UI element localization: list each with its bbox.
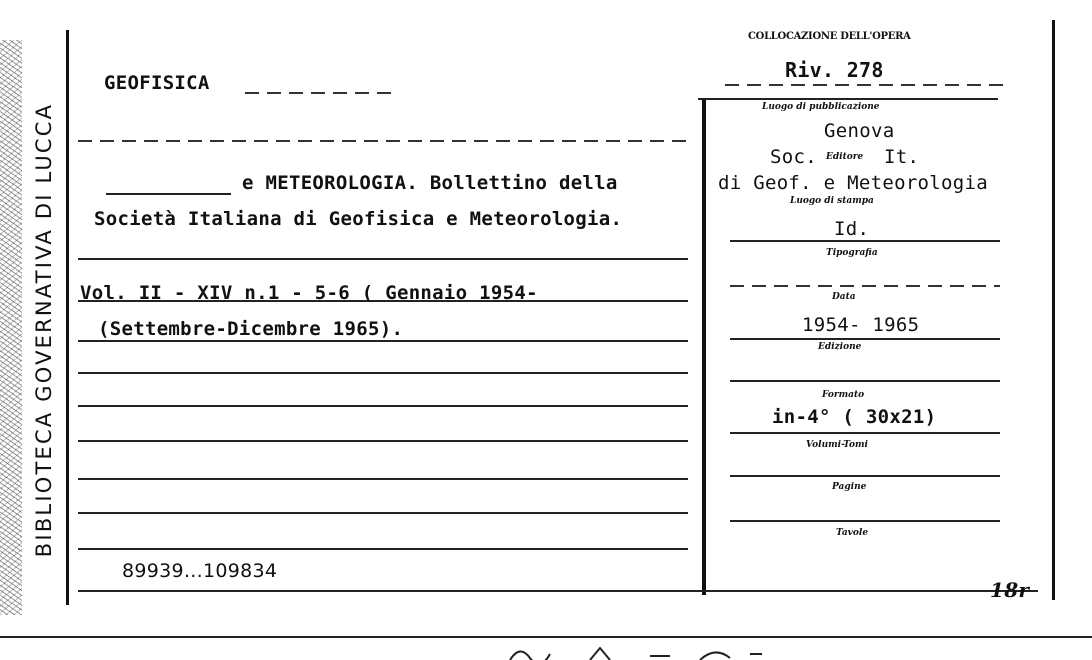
rule-9 xyxy=(78,512,688,514)
right-rule-5 xyxy=(730,380,1000,382)
rule-10 xyxy=(78,548,688,550)
edition-label: Edizione xyxy=(818,342,862,352)
format-label: Formato xyxy=(822,390,865,400)
right-rule-2 xyxy=(730,240,1000,242)
rule-4 xyxy=(78,340,688,342)
publisher-prefix: Soc. xyxy=(770,146,817,168)
holdings-line-2: (Settembre-Dicembre 1965). xyxy=(98,318,404,340)
right-rule-4 xyxy=(730,338,1000,340)
title-blank-underline xyxy=(106,193,231,195)
rule-bottom xyxy=(78,590,1038,592)
inventory-numbers: 89939...109834 xyxy=(122,560,278,582)
volumes-label: Volumi-Tomi xyxy=(806,440,868,450)
right-rule-top xyxy=(698,98,998,100)
print-place-value: Id. xyxy=(834,218,870,240)
column-divider-line xyxy=(702,100,706,595)
handwriting-scribble xyxy=(500,642,800,660)
shelfmark-line xyxy=(725,84,1005,86)
date-value: 1954- 1965 xyxy=(802,314,920,336)
rule-6 xyxy=(78,405,688,407)
right-rule-7 xyxy=(730,475,1000,477)
place-value: Genova xyxy=(824,120,895,142)
right-border-line xyxy=(1052,20,1055,600)
card-bottom-edge xyxy=(0,636,1092,638)
rule-1 xyxy=(78,140,693,142)
title-line-1: e METEOROLOGIA. Bollettino della xyxy=(242,172,618,194)
holdings-line-1: Vol. II - XIV n.1 - 5-6 ( Gennaio 1954- xyxy=(80,282,538,304)
title-line-2: Società Italiana di Geofisica e Meteorologia. xyxy=(94,208,623,230)
right-rule-3 xyxy=(730,285,1000,287)
rule-5 xyxy=(78,372,688,374)
rule-7 xyxy=(78,440,688,442)
pages-label: Pagine xyxy=(832,482,867,492)
punch-edge-texture xyxy=(0,40,22,615)
rule-8 xyxy=(78,478,688,480)
print-place-label: Luogo di stampa xyxy=(790,196,874,206)
library-name-text: BIBLIOTECA GOVERNATIVA DI LUCCA xyxy=(32,102,56,558)
collocation-label: COLLOCAZIONE DELL'OPERA xyxy=(748,31,911,42)
date-label: Data xyxy=(832,292,856,302)
publisher-line-2: di Geof. e Meteorologia xyxy=(718,172,988,194)
publisher-suffix: It. xyxy=(884,146,920,168)
format-value: in-4° ( 30x21) xyxy=(772,406,937,428)
left-border-line xyxy=(66,30,69,605)
right-rule-8 xyxy=(730,520,1000,522)
subject-dash xyxy=(245,92,395,94)
subject-heading: GEOFISICA xyxy=(104,72,210,94)
rule-2 xyxy=(78,258,688,260)
publisher-label: Editore xyxy=(826,152,864,162)
plates-label: Tavole xyxy=(836,528,869,538)
right-rule-6 xyxy=(730,432,1000,434)
place-label: Luogo di pubblicazione xyxy=(762,102,880,112)
corner-note: 18r xyxy=(990,578,1030,602)
shelfmark: Riv. 278 xyxy=(785,58,884,82)
printer-label: Tipografia xyxy=(826,248,878,258)
